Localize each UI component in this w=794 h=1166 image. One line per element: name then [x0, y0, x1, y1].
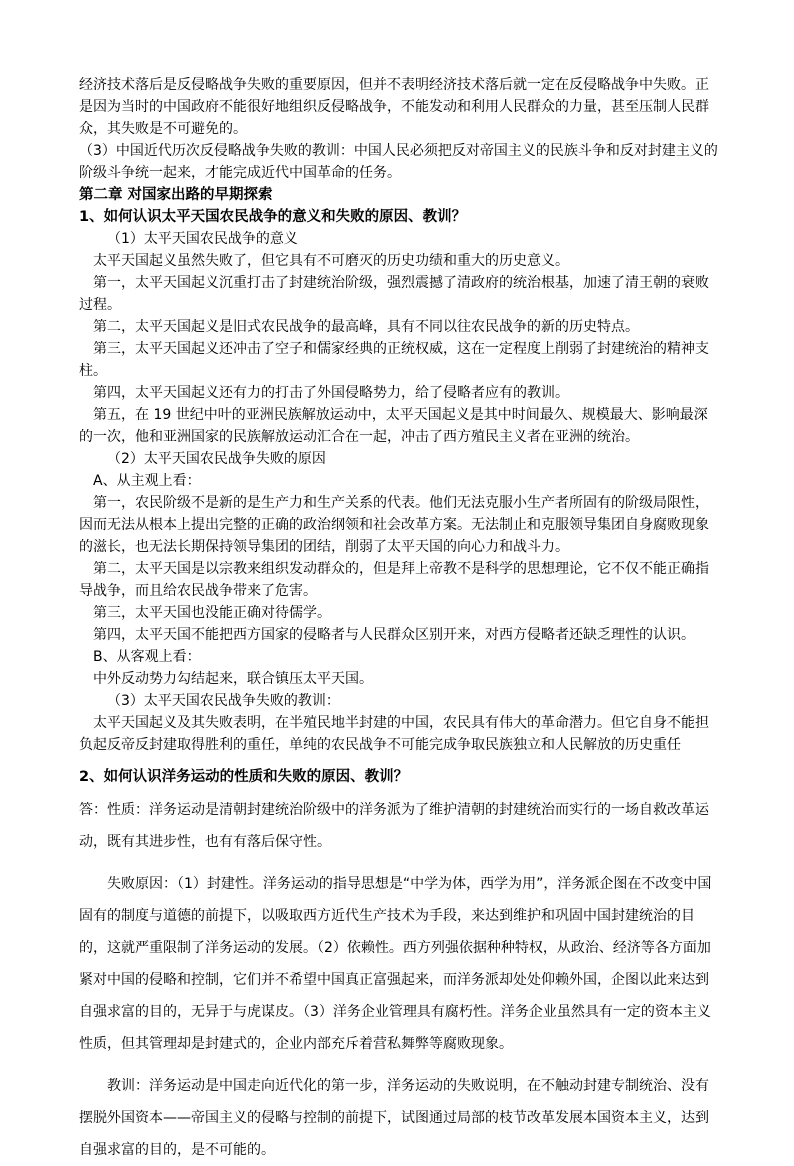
- q1-failure-4: 第四，太平天国不能把西方国家的侵略者与人民群众区别开来，对西方侵略者还缺乏理性的认识。: [93, 627, 695, 643]
- q2-answer: 答：性质：洋务运动是清朝封建统治阶级中的洋务派为了维护清朝的封建统治而实行的一场自救改革运动，既有其进步性，也有有落后保守性。: [79, 802, 709, 850]
- q1-subheading-2: （2）太平天国农民战争失败的原因: [107, 451, 326, 467]
- chapter-title: 第二章 对国家出路的早期探索: [79, 187, 273, 203]
- q1-objective-heading: B、从客观上看：: [93, 649, 201, 665]
- q1-lesson: 太平天国起义及其失败表明，在半殖民地半封建的中国，农民具有伟大的革命潜力。但它自身不能担负起反帝反封建取得胜利的重任，单纯的农民战争不可能完成争取民族独立和人民解放的历史重任: [79, 715, 709, 753]
- q1-meaning-5: 第五，在 19 世纪中叶的亚洲民族解放运动中，太平天国起义是其中时间最久、规模最大、影响最深的一次，他和亚洲国家的民族解放运动汇合在一起，冲击了西方殖民主义者在亚洲的统治。: [79, 407, 708, 445]
- q1-meaning-1: 第一，太平天国起义沉重打击了封建统治阶级，强烈震撼了清政府的统治根基，加速了清王朝的衰败过程。: [79, 275, 709, 313]
- q1-failure-3: 第三，太平天国也没能正确对待儒学。: [93, 605, 331, 621]
- q2-lesson: 教训：洋务运动是中国走向近代化的第一步，洋务运动的失败说明，在不触动封建专制统治、没有摆脱外国资本——帝国主义的侵略与控制的前提下，试图通过局部的枝节改革发展本国资本主义，达到自强求富的目的，是不可能的。: [79, 1078, 709, 1158]
- q1-objective-1: 中外反动势力勾结起来，联合镇压太平天国。: [93, 671, 373, 687]
- q2-failure-reasons: 失败原因：（1）封建性。洋务运动的指导思想是“中学为体，西学为用”，洋务派企图在不改变中国固有的制度与道德的前提下，以吸取西方近代生产技术为手段，来达到维护和巩固中国封建统治的目的，这就严重限制了洋务运动的发展。（2）依赖性。西方列强依据种种特权，从政治、经济等各方面加紧对中国的侵略和控制，它们并不希望中国真正富强起来，而洋务派却处处仰赖外国，企图以此来达到自强求富的目的，无异于与虎谋皮。（3）洋务企业管理具有腐朽性。洋务企业虽然具有一定的资本主义性质，但其管理却是封建式的，企业内部充斥着营私舞弊等腐败现象。: [79, 876, 712, 1052]
- q1-meaning-3: 第三，太平天国起义还冲击了空子和儒家经典的正统权威，这在一定程度上削弱了封建统治的精神支柱。: [79, 341, 709, 379]
- document-page: [79, 74, 719, 1166]
- question-2-title: 2、如何认识洋务运动的性质和失败的原因、教训？: [79, 769, 409, 785]
- q1-failure-1: 第一，农民阶级不是新的是生产力和生产关系的代表。他们无法克服小生产者所固有的阶级局限性，因而无法从根本上提出完整的正确的政治纲领和社会改革方案。无法制止和克服领导集团自身腐败现象的滋长，也无法长期保持领导集团的团结，削弱了太平天国的向心力和战斗力。: [79, 495, 709, 555]
- q1-failure-2: 第二，太平天国是以宗教来组织发动群众的，但是拜上帝教不是科学的思想理论，它不仅不能正确指导战争，而且给农民战争带来了危害。: [79, 561, 709, 599]
- q1-meaning-2: 第二，太平天国起义是旧式农民战争的最高峰，具有不同以往农民战争的新的历史特点。: [93, 319, 639, 335]
- q1-meaning-4: 第四，太平天国起义还有力的打击了外国侵略势力，给了侵略者应有的教训。: [93, 385, 569, 401]
- question-1-title: 1、如何认识太平天国农民战争的意义和失败的原因、教训？: [79, 209, 467, 225]
- q1-subjective-heading: A、从主观上看：: [93, 473, 201, 489]
- q1-lead: 太平天国起义虽然失败了，但它具有不可磨灭的历史功绩和重大的历史意义。: [93, 253, 569, 269]
- intro-paragraph-2: （3）中国近代历次反侵略战争失败的教训：中国人民必须把反对帝国主义的民族斗争和反对封建主义的阶级斗争统一起来，才能完成近代中国革命的任务。: [79, 143, 718, 181]
- intro-paragraph-1: 经济技术落后是反侵略战争失败的重要原因，但并不表明经济技术落后就一定在反侵略战争中失败。正是因为当时的中国政府不能很好地组织反侵略战争，不能发动和利用人民群众的力量，甚至压制人民群众，其失败是不可避免的。: [79, 77, 709, 137]
- q1-subheading-3: （3）太平天国农民战争失败的教训：: [107, 693, 340, 709]
- q1-subheading-1: （1）太平天国农民战争的意义: [107, 231, 298, 247]
